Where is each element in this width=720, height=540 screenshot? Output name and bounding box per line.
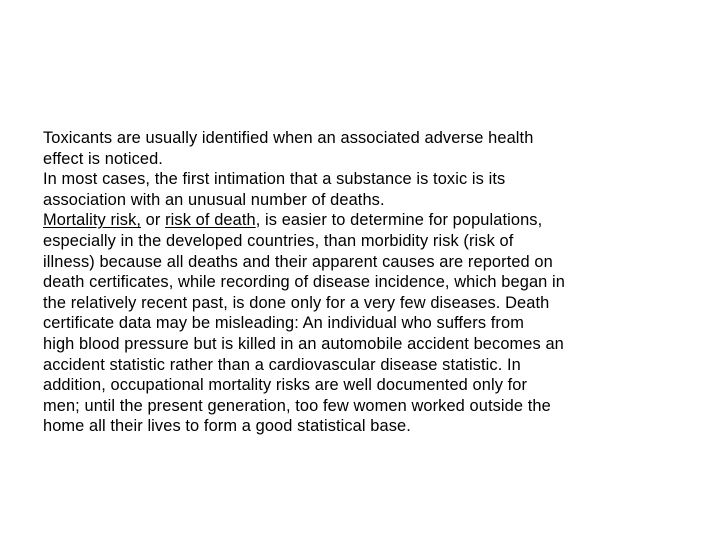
text-line: home all their lives to form a good statistical base. <box>43 417 411 436</box>
text-line: death certificates, while recording of disease incidence, which began in <box>43 273 565 292</box>
text-line: certificate data may be misleading: An individual who suffers from <box>43 314 524 333</box>
term-risk-of-death: risk of death <box>165 211 256 230</box>
text-line <box>43 210 683 231</box>
text-line: effect is noticed. <box>43 149 163 168</box>
text-line: Toxicants are usually identified when an associated adverse health <box>43 129 534 147</box>
paragraph-toxicant-identification <box>43 128 683 169</box>
text-line: illness) because all deaths and their apparent causes are reported on <box>43 252 553 271</box>
paragraph-mortality-risk <box>43 210 683 437</box>
term-mortality-risk: Mortality risk, <box>43 211 142 230</box>
paragraph-first-intimation <box>43 169 683 210</box>
slide-body-text <box>43 128 683 437</box>
text-line: especially in the developed countries, than morbidity risk (risk of <box>43 231 514 250</box>
text-line: high blood pressure but is killed in an automobile accident becomes an <box>43 334 564 353</box>
text-line: men; until the present generation, too few women worked outside the <box>43 396 551 415</box>
text-separator: or <box>141 211 166 230</box>
text-line: addition, occupational mortality risks are well documented only for <box>43 376 528 395</box>
text-line: accident statistic rather than a cardiovascular disease statistic. In <box>43 355 521 374</box>
text-fragment: , is easier to determine for populations, <box>255 211 543 230</box>
text-line: the relatively recent past, is done only for a very few diseases. Death <box>43 293 550 312</box>
text-line: In most cases, the first intimation that a substance is toxic is its <box>43 170 506 189</box>
text-line: association with an unusual number of deaths. <box>43 190 385 209</box>
